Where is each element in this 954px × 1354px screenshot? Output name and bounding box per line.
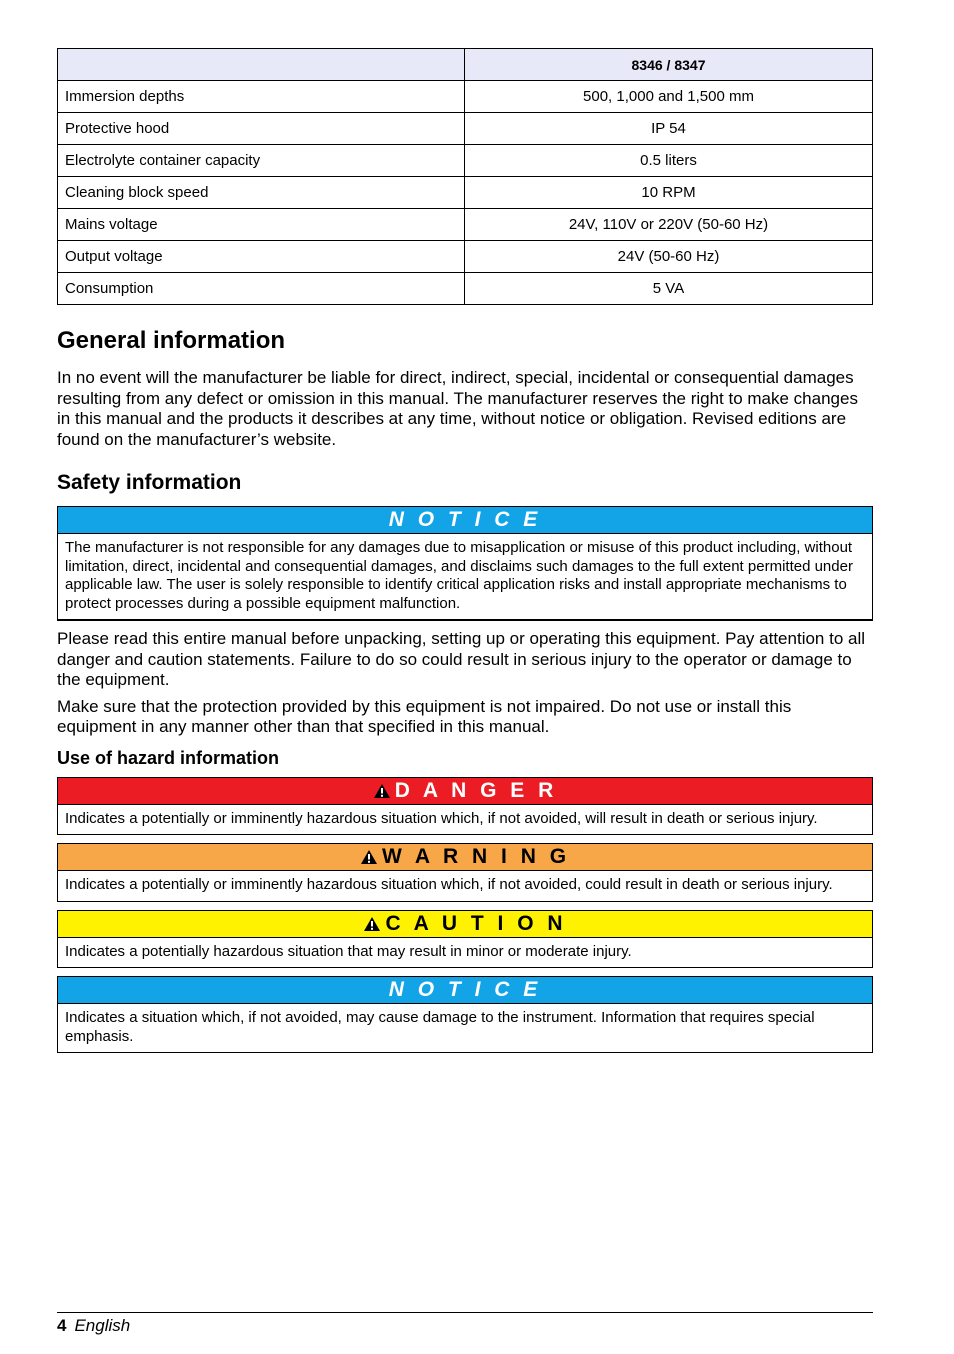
danger-label: D A N G E R — [394, 778, 558, 802]
general-information-paragraph: In no event will the manufacturer be liable for direct, indirect, special, incidental or consequential damages resulting from any defect or omission in this manual. The manufacturer reserves the right to make changes in this manual and the products it describes at any time, without notice or obligation. Revised editions are found on the manufacturer’s website. — [57, 368, 858, 449]
notice-definition-label: N O T I C E — [58, 977, 872, 1004]
notice-definition-box — [57, 976, 873, 1053]
safety-information-heading: Safety information — [57, 471, 242, 494]
safety-paragraph-1: Please read this entire manual before unpacking, setting up or operating this equipment. Pay attention to all danger and caution statements. Failure to do so could result in serious injury to the operator or damage to the equipment. — [57, 629, 866, 689]
row-value: 24V, 110V or 220V (50-60 Hz) — [465, 209, 873, 241]
row-label: Protective hood — [58, 113, 465, 145]
warning-triangle-icon — [363, 916, 381, 932]
row-value: 5 VA — [465, 273, 873, 305]
row-value: 500, 1,000 and 1,500 mm — [465, 81, 873, 113]
notice-text: The manufacturer is not responsible for any damages due to misapplication or misuse of this product including, without limitation, direct, incidental and consequential damages, and disclaims such damages to the full extent permitted under applicable law. The user is solely responsible to identify critical application risks and install appropriate mechanisms to protect processes during a possible equipment malfunction. — [65, 539, 853, 612]
safety-paragraph-2: Make sure that the protection provided by this equipment is not impaired. Do not use or install this equipment in any manner other than that specified in this manual. — [57, 696, 792, 736]
row-label: Electrolyte container capacity — [58, 145, 465, 177]
warning-label: W A R N I N G — [381, 845, 571, 868]
footer-language: English — [74, 1316, 131, 1335]
row-value: 10 RPM — [465, 177, 873, 209]
warning-triangle-icon — [373, 783, 391, 799]
warning-text: Indicates a potentially or imminently hazardous situation which, if not avoided, could result in death or serious injury. — [65, 876, 833, 893]
row-label: Mains voltage — [58, 209, 465, 241]
danger-text: Indicates a potentially or imminently hazardous situation which, if not avoided, will result in death or serious injury. — [65, 809, 818, 827]
page-footer — [57, 1312, 873, 1336]
warning-triangle-icon — [360, 849, 378, 865]
row-value: 0.5 liters — [465, 145, 873, 177]
table-header-model: 8346 / 8347 — [465, 49, 873, 81]
notice-definition-text: Indicates a situation which, if not avoided, may cause damage to the instrument. Information that requires special emphasis. — [65, 1009, 815, 1045]
table-row — [58, 241, 873, 273]
notice-label: N O T I C E — [58, 507, 872, 534]
hazard-information-heading: Use of hazard information — [57, 747, 280, 768]
table-row — [58, 177, 873, 209]
caution-box — [57, 910, 873, 969]
row-label: Consumption — [58, 273, 465, 305]
caution-label: C A U T I O N — [385, 911, 567, 935]
table-row — [58, 81, 873, 113]
row-value: IP 54 — [465, 113, 873, 145]
row-label: Output voltage — [58, 241, 465, 273]
table-row — [58, 209, 873, 241]
warning-box — [57, 843, 873, 902]
table-row — [58, 113, 873, 145]
row-label: Immersion depths — [58, 81, 465, 113]
page-content — [57, 48, 873, 1061]
row-label: Cleaning block speed — [58, 177, 465, 209]
spec-table — [57, 48, 873, 305]
table-row — [58, 273, 873, 305]
notice-box — [57, 506, 873, 621]
page-number: 4 — [57, 1316, 67, 1335]
table-row — [58, 145, 873, 177]
danger-box — [57, 777, 873, 836]
caution-text: Indicates a potentially hazardous situation that may result in minor or moderate injury. — [65, 942, 632, 960]
general-information-heading: General information — [57, 327, 286, 354]
table-header-row — [58, 49, 873, 81]
row-value: 24V (50-60 Hz) — [465, 241, 873, 273]
table-header-empty — [58, 49, 465, 81]
